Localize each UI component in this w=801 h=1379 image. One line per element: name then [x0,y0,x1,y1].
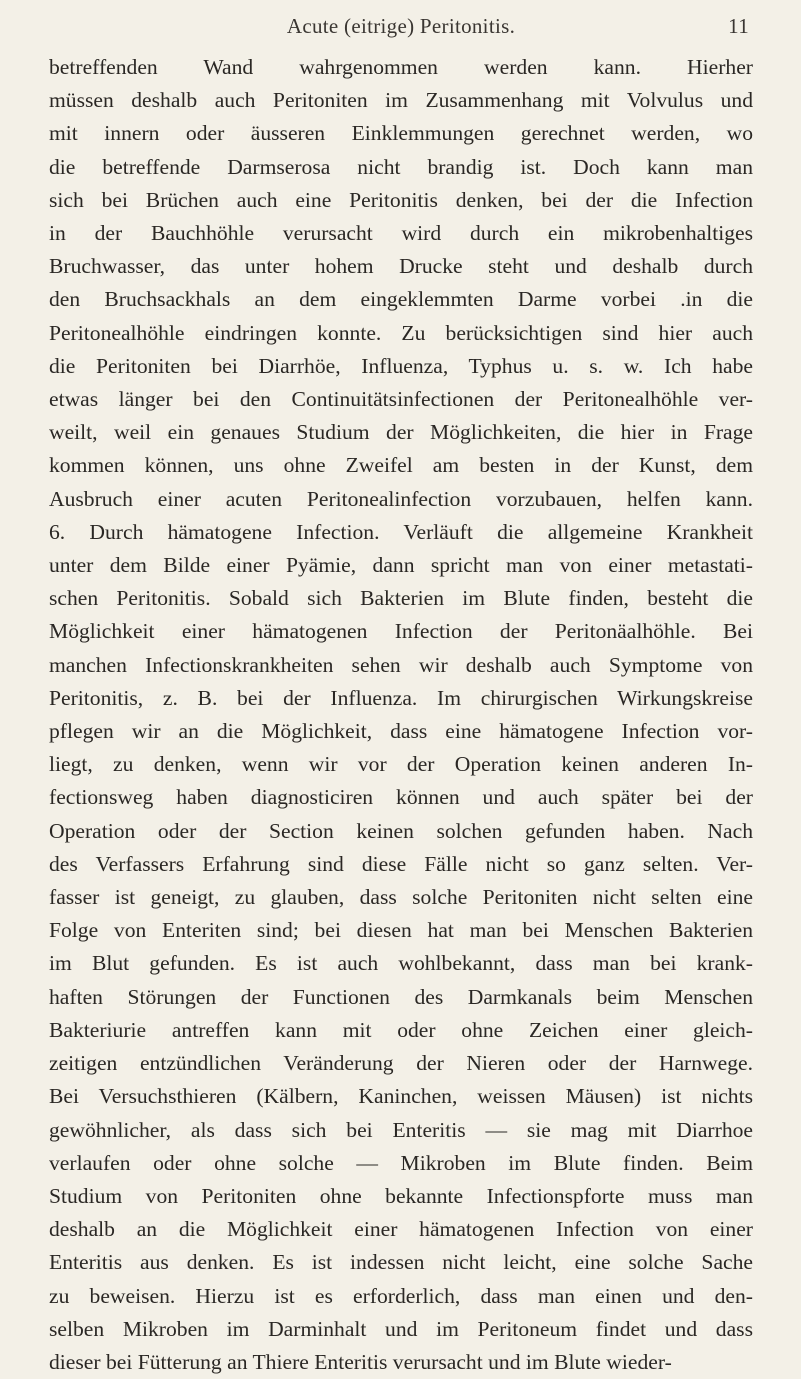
text-line: etwas länger bei den Continuitätsinfectionen der Peritonealhöhle ver- [49,387,753,412]
text-line: fectionsweg haben diagnosticiren können und auch später bei der [49,785,753,810]
text-line: Enteritis aus denken. Es ist indessen nicht leicht, eine solche Sache [49,1250,753,1275]
running-header [49,14,753,44]
text-line: Möglichkeit einer hämatogenen Infection der Peritonäalhöhle. Bei [49,619,753,644]
text-line: Bei Versuchsthieren (Kälbern, Kaninchen, weissen Mäusen) ist nichts [49,1084,753,1109]
text-line: haften Störungen der Functionen des Darmkanals beim Menschen [49,984,753,1009]
text-line: selben Mikroben im Darminhalt und im Peritoneum findet und dass [49,1316,753,1341]
text-line: Folge von Enteriten sind; bei diesen hat man bei Menschen Bakterien [49,918,753,943]
text-line: dieser bei Fütterung an Thiere Enteritis verursacht und im Blute wieder- [49,1349,672,1374]
body-text [49,51,753,1379]
text-line: in der Bauchhöhle verursacht wird durch ein mikrobenhaltiges [49,221,753,246]
text-line: sich bei Brüchen auch eine Peritonitis denken, bei der die Infection [49,187,753,212]
text-line: zu beweisen. Hierzu ist es erforderlich, dass man einen und den- [49,1283,753,1308]
text-line: Bruchwasser, das unter hohem Drucke steht und deshalb durch [49,254,753,279]
text-line: schen Peritonitis. Sobald sich Bakterien im Blute finden, besteht die [49,586,753,611]
text-line: verlaufen oder ohne solche — Mikroben im Blute finden. Beim [49,1150,753,1175]
text-line: müssen deshalb auch Peritoniten im Zusammenhang mit Volvulus und [49,88,753,113]
page-number: 11 [728,14,749,38]
text-line: unter dem Bilde einer Pyämie, dann spricht man von einer metastati- [49,553,753,578]
text-line: weilt, weil ein genaues Studium der Möglichkeiten, die hier in Frage [49,420,753,445]
text-line: fasser ist geneigt, zu glauben, dass solche Peritoniten nicht selten eine [49,885,753,910]
text-line: 6. Durch hämatogene Infection. Verläuft die allgemeine Krankheit [49,519,753,544]
text-line: zeitigen entzündlichen Veränderung der Nieren oder der Harnwege. [49,1051,753,1076]
text-line: Peritonealhöhle eindringen konnte. Zu berücksichtigen sind hier auch [49,320,753,345]
text-line: deshalb an die Möglichkeit einer hämatogenen Infection von einer [49,1217,753,1242]
text-line: liegt, zu denken, wenn wir vor der Operation keinen anderen In- [49,752,753,777]
text-line: pflegen wir an die Möglichkeit, dass eine hämatogene Infection vor- [49,719,753,744]
text-line: den Bruchsackhals an dem eingeklemmten Darme vorbei .in die [49,287,753,312]
text-line: Peritonitis, z. B. bei der Influenza. Im chirurgischen Wirkungskreise [49,685,753,710]
text-line: Bakteriurie antreffen kann mit oder ohne Zeichen einer gleich- [49,1017,753,1042]
text-line: Studium von Peritoniten ohne bekannte Infectionspforte muss man [49,1183,753,1208]
text-line: Ausbruch einer acuten Peritonealinfection vorzubauen, helfen kann. [49,486,753,511]
text-line: Operation oder der Section keinen solchen gefunden haben. Nach [49,818,753,843]
text-line: gewöhnlicher, als dass sich bei Enteritis — sie mag mit Diarrhoe [49,1117,753,1142]
text-line: mit innern oder äusseren Einklemmungen gerechnet werden, wo [49,121,753,146]
text-line: die betreffende Darmserosa nicht brandig ist. Doch kann man [49,154,753,179]
text-line: des Verfassers Erfahrung sind diese Fälle nicht so ganz selten. Ver- [49,851,753,876]
running-title: Acute (eitrige) Peritonitis. [286,14,516,38]
text-line: die Peritoniten bei Diarrhöe, Influenza, Typhus u. s. w. Ich habe [49,353,753,378]
text-line: manchen Infectionskrankheiten sehen wir deshalb auch Symptome von [49,652,753,677]
text-line: betreffenden Wand wahrgenommen werden kann. Hierher [49,55,753,79]
text-line: im Blut gefunden. Es ist auch wohlbekannt, dass man bei krank- [49,951,753,976]
text-line: kommen können, uns ohne Zweifel am besten in der Kunst, dem [49,453,753,478]
